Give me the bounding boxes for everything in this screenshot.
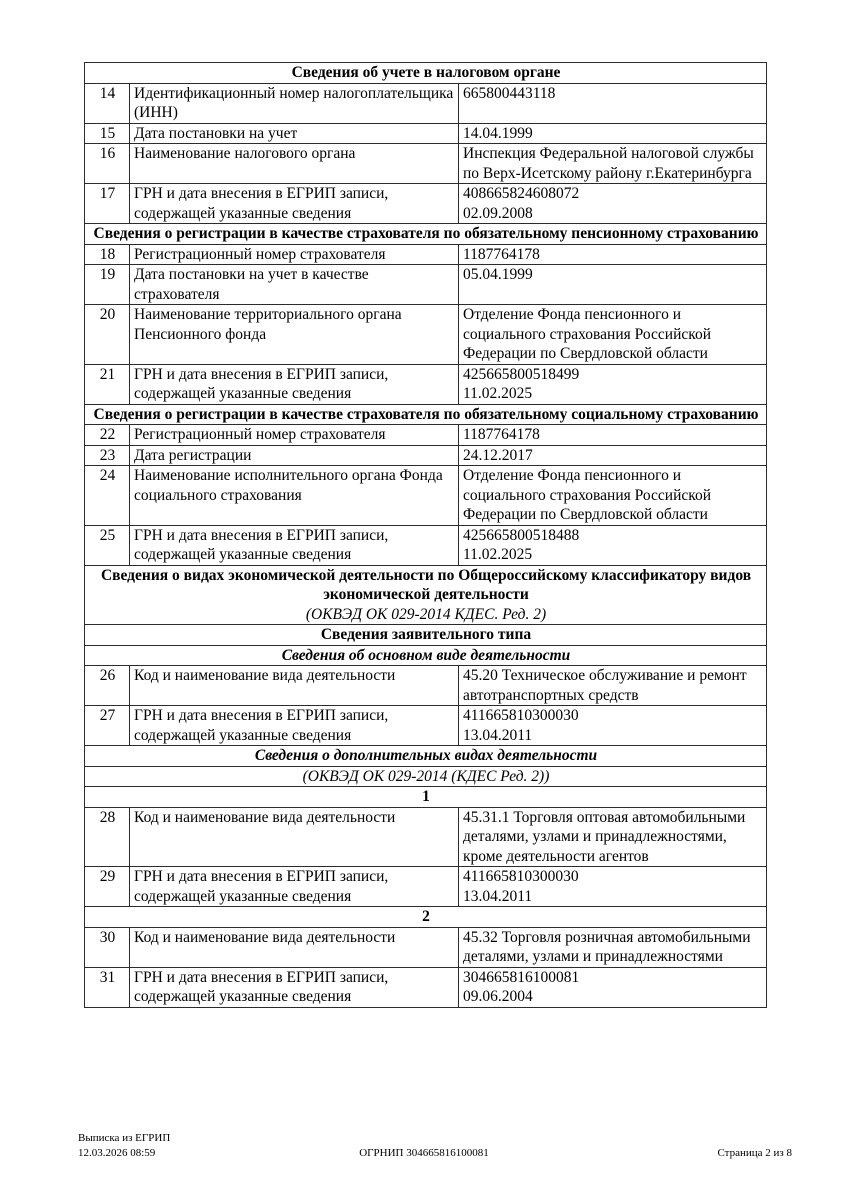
row-value: 24.12.2017 bbox=[459, 445, 767, 466]
row-value: 411665810300030 13.04.2011 bbox=[459, 867, 767, 907]
row-number: 31 bbox=[85, 967, 130, 1007]
section-declarative bbox=[85, 625, 767, 646]
section-main-activity bbox=[85, 645, 767, 666]
section-tax-registration bbox=[85, 63, 767, 84]
table-row bbox=[85, 466, 767, 526]
table-row bbox=[85, 967, 767, 1007]
section-title: Сведения о дополнительных видах деятельности bbox=[85, 746, 767, 767]
section-title: (ОКВЭД ОК 029-2014 (КДЕС Ред. 2)) bbox=[85, 766, 767, 787]
row-number: 16 bbox=[85, 144, 130, 184]
row-label: Код и наименование вида деятельности bbox=[130, 666, 459, 706]
row-number: 26 bbox=[85, 666, 130, 706]
table-row bbox=[85, 144, 767, 184]
table-row bbox=[85, 184, 767, 224]
row-number: 29 bbox=[85, 867, 130, 907]
table-row bbox=[85, 265, 767, 305]
row-number: 27 bbox=[85, 706, 130, 746]
section-item-2 bbox=[85, 907, 767, 928]
row-number: 18 bbox=[85, 244, 130, 265]
table-row bbox=[85, 305, 767, 365]
section-additional-activity bbox=[85, 746, 767, 767]
row-label: ГРН и дата внесения в ЕГРИП записи, содержащей указанные сведения bbox=[130, 967, 459, 1007]
row-label: Регистрационный номер страхователя bbox=[130, 425, 459, 446]
row-label: Наименование территориального органа Пенсионного фонда bbox=[130, 305, 459, 365]
row-label: Дата постановки на учет в качестве страхователя bbox=[130, 265, 459, 305]
row-number: 14 bbox=[85, 83, 130, 123]
row-label: Наименование исполнительного органа Фонда социального страхования bbox=[130, 466, 459, 526]
row-label: ГРН и дата внесения в ЕГРИП записи, содержащей указанные сведения bbox=[130, 525, 459, 565]
row-number: 20 bbox=[85, 305, 130, 365]
footer-ogrnip: ОГРНИП 304665816100081 bbox=[359, 1146, 489, 1159]
row-value: 45.32 Торговля розничная автомобильными деталями, узлами и принадлежностями bbox=[459, 927, 767, 967]
section-okved-code2 bbox=[85, 766, 767, 787]
okved-title: Сведения о видах экономической деятельности по Общероссийскому классификатору видов экономической деятельности bbox=[100, 566, 752, 603]
row-number: 23 bbox=[85, 445, 130, 466]
row-number: 17 bbox=[85, 184, 130, 224]
section-okved bbox=[85, 565, 767, 625]
row-value: 304665816100081 09.06.2004 bbox=[459, 967, 767, 1007]
row-number: 19 bbox=[85, 265, 130, 305]
section-title: Сведения о регистрации в качестве страхователя по обязательному социальному страхованию bbox=[85, 404, 767, 425]
row-value: 14.04.1999 bbox=[459, 123, 767, 144]
row-number: 15 bbox=[85, 123, 130, 144]
row-label: Код и наименование вида деятельности bbox=[130, 927, 459, 967]
table-row bbox=[85, 525, 767, 565]
row-label: Дата регистрации bbox=[130, 445, 459, 466]
row-label: Код и наименование вида деятельности bbox=[130, 807, 459, 867]
section-title: Сведения о регистрации в качестве страхователя по обязательному пенсионному страхованию bbox=[85, 224, 767, 245]
row-number: 30 bbox=[85, 927, 130, 967]
okved-code: (ОКВЭД ОК 029-2014 КДЕС. Ред. 2) bbox=[305, 605, 547, 623]
item-number: 1 bbox=[85, 787, 767, 808]
row-label: ГРН и дата внесения в ЕГРИП записи, содержащей указанные сведения bbox=[130, 706, 459, 746]
table-row bbox=[85, 83, 767, 123]
row-label: ГРН и дата внесения в ЕГРИП записи, содержащей указанные сведения bbox=[130, 364, 459, 404]
table-row bbox=[85, 706, 767, 746]
item-number: 2 bbox=[85, 907, 767, 928]
row-label: ГРН и дата внесения в ЕГРИП записи, содержащей указанные сведения bbox=[130, 184, 459, 224]
row-value: Инспекция Федеральной налоговой службы по Верх-Исетскому району г.Екатеринбурга bbox=[459, 144, 767, 184]
row-number: 24 bbox=[85, 466, 130, 526]
row-number: 22 bbox=[85, 425, 130, 446]
row-value: 45.31.1 Торговля оптовая автомобильными деталями, узлами и принадлежностями, кроме деятельности агентов bbox=[459, 807, 767, 867]
footer-page-number: Страница 2 из 8 bbox=[717, 1146, 792, 1159]
row-label: Наименование налогового органа bbox=[130, 144, 459, 184]
table-row bbox=[85, 123, 767, 144]
table-row bbox=[85, 927, 767, 967]
section-title: Сведения заявительного типа bbox=[85, 625, 767, 646]
row-label: Регистрационный номер страхователя bbox=[130, 244, 459, 265]
row-number: 28 bbox=[85, 807, 130, 867]
egrip-extract-table bbox=[84, 62, 767, 1008]
footer-doc-type: Выписка из ЕГРИП bbox=[78, 1132, 171, 1144]
section-title: Сведения об учете в налоговом органе bbox=[85, 63, 767, 84]
row-label: ГРН и дата внесения в ЕГРИП записи, содержащей указанные сведения bbox=[130, 867, 459, 907]
table-row bbox=[85, 666, 767, 706]
section-social-insurance bbox=[85, 404, 767, 425]
row-label: Идентификационный номер налогоплательщика (ИНН) bbox=[130, 83, 459, 123]
row-label: Дата постановки на учет bbox=[130, 123, 459, 144]
row-value: 425665800518488 11.02.2025 bbox=[459, 525, 767, 565]
row-value: 1187764178 bbox=[459, 425, 767, 446]
table-row bbox=[85, 425, 767, 446]
footer-datetime: 12.03.2026 08:59 bbox=[78, 1146, 156, 1159]
section-pension-insurance bbox=[85, 224, 767, 245]
table-row bbox=[85, 244, 767, 265]
row-number: 25 bbox=[85, 525, 130, 565]
table-row bbox=[85, 364, 767, 404]
table-row bbox=[85, 867, 767, 907]
row-value: 425665800518499 11.02.2025 bbox=[459, 364, 767, 404]
row-value: Отделение Фонда пенсионного и социального страхования Российской Федерации по Свердловской области bbox=[459, 466, 767, 526]
row-value: 665800443118 bbox=[459, 83, 767, 123]
row-value: Отделение Фонда пенсионного и социального страхования Российской Федерации по Свердловской области bbox=[459, 305, 767, 365]
row-number: 21 bbox=[85, 364, 130, 404]
row-value: 05.04.1999 bbox=[459, 265, 767, 305]
table-row bbox=[85, 807, 767, 867]
row-value: 411665810300030 13.04.2011 bbox=[459, 706, 767, 746]
section-title: Сведения об основном виде деятельности bbox=[85, 645, 767, 666]
section-title bbox=[85, 565, 767, 625]
row-value: 1187764178 bbox=[459, 244, 767, 265]
table-row bbox=[85, 445, 767, 466]
row-value: 408665824608072 02.09.2008 bbox=[459, 184, 767, 224]
row-value: 45.20 Техническое обслуживание и ремонт автотранспортных средств bbox=[459, 666, 767, 706]
section-item-1 bbox=[85, 787, 767, 808]
